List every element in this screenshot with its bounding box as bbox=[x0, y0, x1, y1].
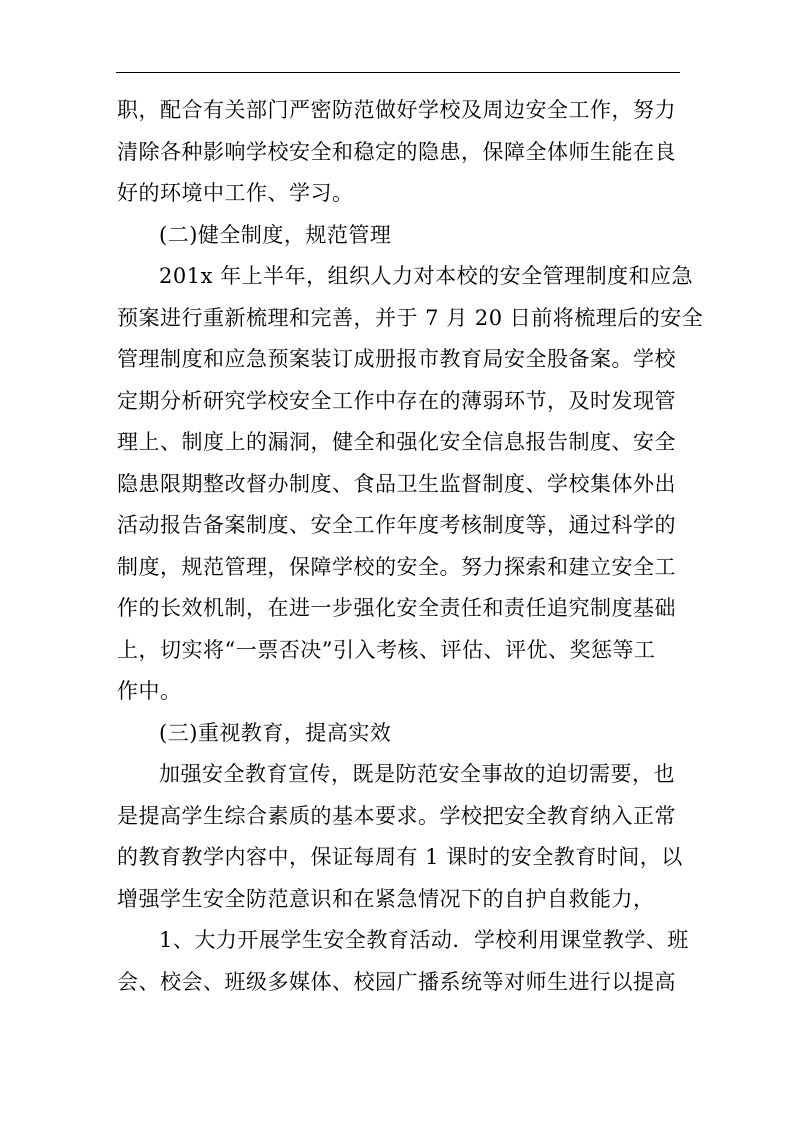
text-line: 管理制度和应急预案装订成册报市教育局安全股备案。学校 bbox=[117, 347, 676, 371]
text-line: 好的环境中工作、学习。 bbox=[117, 181, 354, 205]
text-line: 定期分析研究学校安全工作中存在的薄弱环节，及时发现管 bbox=[117, 388, 676, 413]
header-rule bbox=[116, 72, 680, 73]
text-line: 会、校会、班级多媒体、校园广播系统等对师生进行以提高 bbox=[117, 969, 676, 994]
text-line: 的教育教学内容中，保证每周有 1 课时的安全教育时间，以 bbox=[117, 845, 683, 869]
text-line: 制度，规范管理，保障学校的安全。努力探索和建立安全工 bbox=[117, 554, 676, 579]
text-line: 活动报告备案制度、安全工作年度考核制度等，通过科学的 bbox=[117, 513, 676, 537]
section-heading: (二)健全制度，规范管理 bbox=[159, 222, 392, 247]
text-line: 清除各种影响学校安全和稳定的隐患，保障全体师生能在良 bbox=[117, 139, 676, 164]
text-line: 是提高学生综合素质的基本要求。学校把安全教育纳入正常 bbox=[117, 803, 676, 828]
text-line: 增强学生安全防范意识和在紧急情况下的自护自救能力， bbox=[117, 886, 655, 911]
text-line: 职，配合有关部门严密防范做好学校及周边安全工作，努力 bbox=[117, 98, 676, 122]
text-line: 作的长效机制，在进一步强化安全责任和责任追究制度基础 bbox=[117, 596, 676, 620]
section-heading: (三)重视教育，提高实效 bbox=[159, 720, 392, 745]
text-line: 上，切实将“一票否决”引入考核、评估、评优、奖惩等工 bbox=[117, 637, 656, 662]
text-line: 预案进行重新梳理和完善，并于 7 月 20 日前将梳理后的安全 bbox=[117, 305, 704, 330]
paragraph-first-line: 加强安全教育宣传，既是防范安全事故的迫切需要，也 bbox=[159, 762, 675, 786]
text-line: 作中。 bbox=[117, 679, 182, 703]
text-line: 理上、制度上的漏洞，健全和强化安全信息报告制度、安全 bbox=[117, 430, 676, 454]
document-body bbox=[117, 90, 704, 1003]
paragraph-first-line: 1、大力开展学生安全教育活动．学校利用课堂教学、班 bbox=[159, 928, 689, 952]
text-line: 隐患限期整改督办制度、食品卫生监督制度、学校集体外出 bbox=[117, 471, 676, 496]
paragraph-first-line: 201x 年上半年，组织人力对本校的安全管理制度和应急 bbox=[159, 264, 694, 288]
